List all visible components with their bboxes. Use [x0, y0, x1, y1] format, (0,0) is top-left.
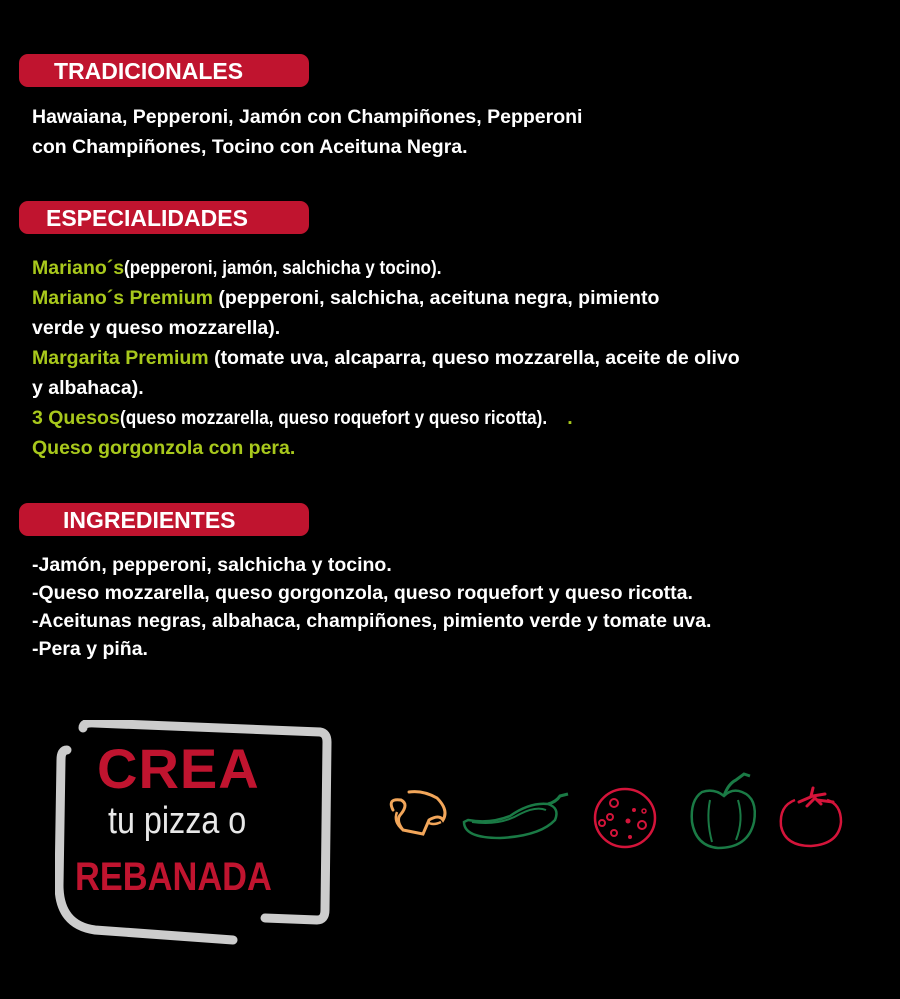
- especialidad-name: 3 Quesos: [32, 407, 120, 429]
- crea-promo-badge: [55, 720, 345, 950]
- especialidad-name: Mariano´s Premium: [32, 287, 213, 309]
- ingrediente-line: -Queso mozzarella, queso gorgonzola, queso roquefort y queso ricotta.: [32, 582, 693, 604]
- trailing-dot: .: [567, 407, 573, 429]
- pepperoni-icon: [592, 785, 662, 850]
- ingredientes-list: [32, 551, 711, 663]
- tomato-icon: [777, 786, 847, 851]
- crea-title: CREA: [97, 737, 260, 800]
- ingrediente-line: -Pera y piña.: [32, 638, 148, 660]
- especialidades-heading: ESPECIALIDADES: [46, 205, 248, 231]
- ingrediente-line: -Aceitunas negras, albahaca, champiñones, pimiento verde y tomate uva.: [32, 610, 712, 632]
- crea-rebanada: REBANADA: [75, 855, 272, 899]
- tradicionales-heading-bar: [19, 54, 309, 87]
- especialidad-item: [32, 403, 740, 433]
- especialidad-desc: (queso mozzarella, queso roquefort y queso ricotta).: [119, 407, 547, 429]
- especialidad-item: [32, 343, 740, 373]
- especialidades-list: [32, 253, 740, 463]
- especialidad-desc: (pepperoni, jamón, salchicha y tocino).: [124, 257, 442, 279]
- especialidad-desc: (pepperoni, salchicha, aceituna negra, pimiento: [212, 287, 660, 309]
- especialidad-desc-cont: verde y queso mozzarella).: [32, 317, 281, 339]
- ingredientes-heading-bar: [19, 503, 309, 536]
- especialidades-heading-bar: [19, 201, 309, 234]
- especialidad-desc: (tomate uva, alcaparra, queso mozzarella, aceite de olivo: [208, 347, 740, 369]
- ingredientes-heading: INGREDIENTES: [63, 507, 236, 533]
- bell-pepper-icon: [688, 770, 760, 852]
- especialidad-name: Queso gorgonzola con pera.: [32, 437, 296, 459]
- tradicionales-line: Hawaiana, Pepperoni, Jamón con Champiñones, Pepperoni: [32, 106, 583, 128]
- especialidad-desc-cont: y albahaca).: [32, 377, 144, 399]
- crea-subtitle: tu pizza o: [108, 800, 247, 842]
- especialidad-item: [32, 283, 740, 313]
- mushroom-icon: [383, 790, 453, 850]
- chili-pepper-icon: [460, 790, 575, 850]
- ingrediente-line: -Jamón, pepperoni, salchicha y tocino.: [32, 554, 392, 576]
- especialidad-item: [32, 253, 740, 283]
- tradicionales-line: con Champiñones, Tocino con Aceituna Negra.: [32, 136, 468, 158]
- especialidad-name: Mariano´s: [32, 257, 125, 279]
- tradicionales-heading: TRADICIONALES: [54, 58, 244, 84]
- especialidad-name: Margarita Premium: [32, 347, 209, 369]
- tradicionales-list: [32, 102, 582, 162]
